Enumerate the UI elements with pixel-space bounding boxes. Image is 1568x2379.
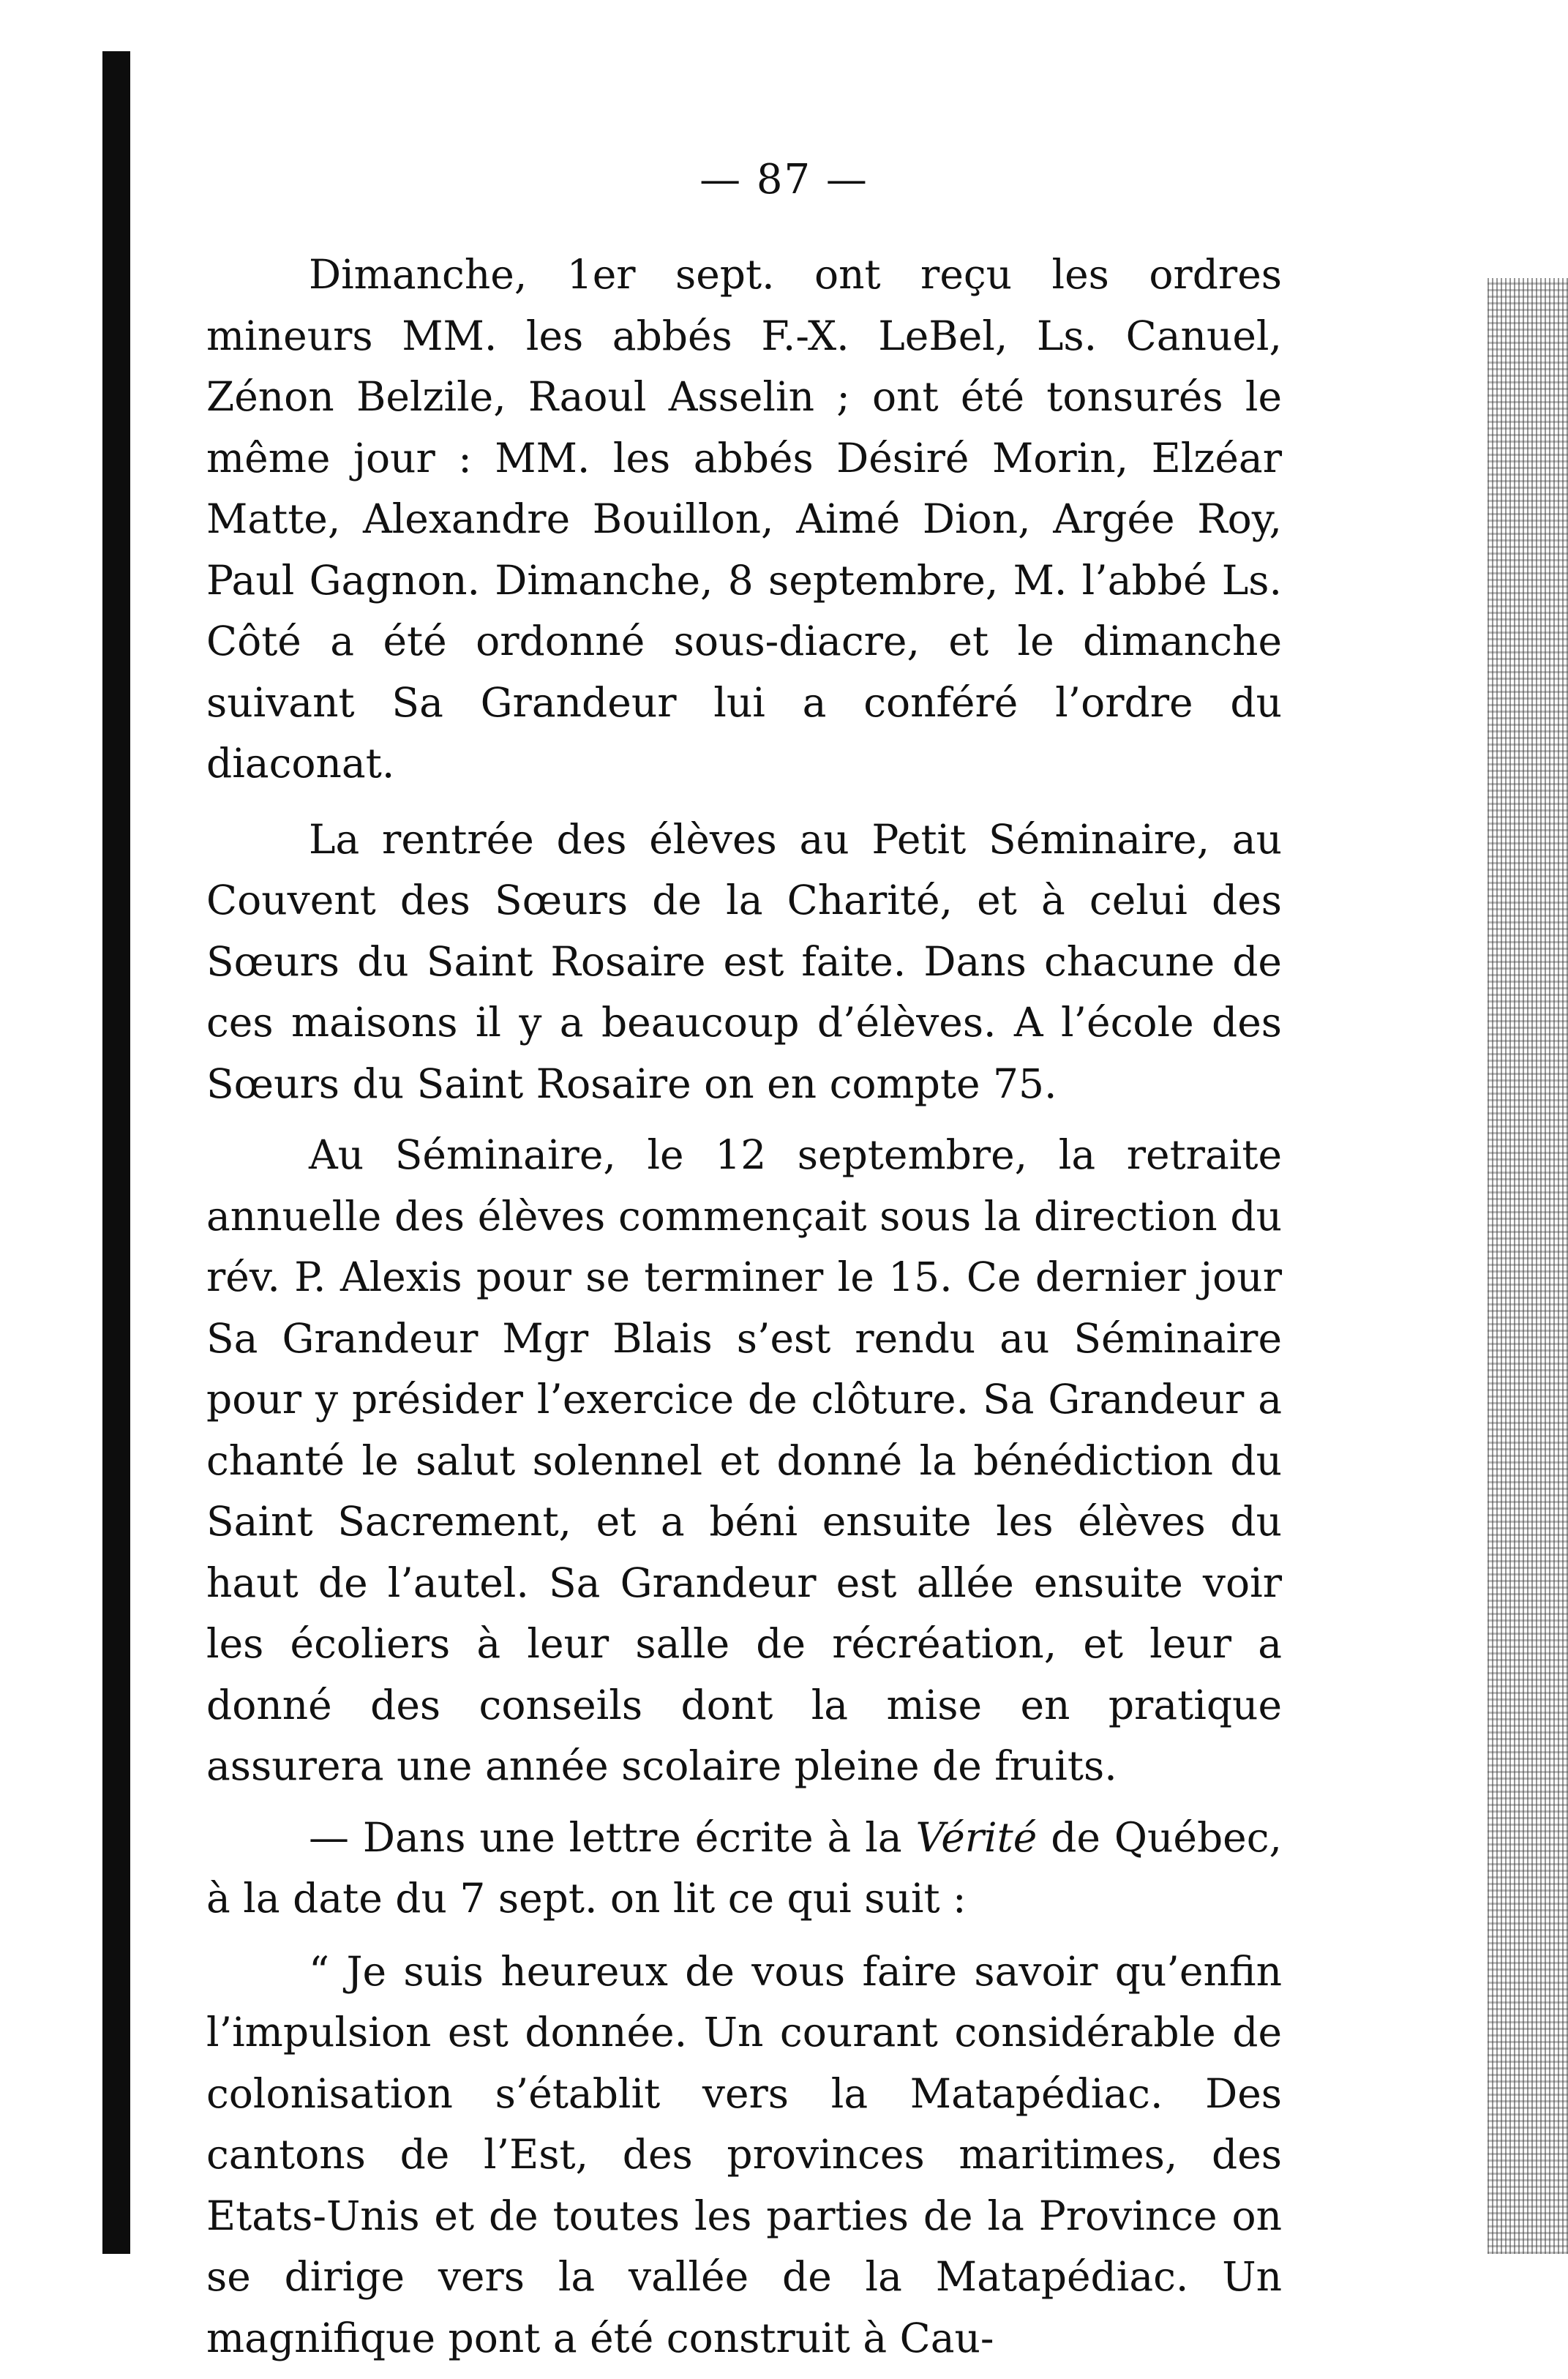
page-body (206, 244, 1282, 2379)
page-edge-shadow (1488, 278, 1568, 2254)
page-binding-shadow (102, 51, 130, 2254)
newspaper-title: Vérité (915, 1813, 1038, 1861)
paragraph-school-return: La rentrée des élèves au Petit Séminaire, au Couvent des Sœurs de la Charité, et à celui des Sœurs du Saint Rosaire est faite. Dans chacune de ces maisons il y a beaucoup d’élèves. A l’école des Sœurs du Saint Rosaire on en compte 75. (206, 815, 1282, 1107)
page-number: — 87 — (699, 156, 869, 203)
paragraph-seminary-retreat: Au Séminaire, le 12 septembre, la retraite annuelle des élèves commençait sous la direction du rév. P. Alexis pour se terminer le 15. Ce dernier jour Sa Grandeur Mgr Blais s’est rendu au Séminaire pour y présider l’exercice de clôture. Sa Grandeur a chanté le salut solennel et donné la bénédiction du Saint Sacrement, et a béni ensuite les élèves du haut de l’autel. Sa Grandeur est allée ensuite voir les écoliers à leur salle de récréation, et leur a donné des conseils dont la mise en pratique assurera une année scolaire pleine de fruits. (206, 1131, 1282, 1789)
paragraph-letter-intro (206, 1807, 1282, 1930)
letter-intro-before: — Dans une lettre écrite à la (309, 1813, 916, 1861)
paragraph-ordinations: Dimanche, 1er sept. ont reçu les ordres mineurs MM. les abbés F.-X. LeBel, Ls. Canuel, Zénon Belzile, Raoul Asselin ; ont été tonsurés le même jour : MM. les abbés Désiré Morin, Elzéar Matte, Alexandre Bouillon, Aimé Dion, Argée Roy, Paul Gagnon. Dimanche, 8 septembre, M. l’abbé Ls. Côté a été ordonné sous-diacre, et le dimanche suivant Sa Grandeur lui a conféré l’ordre du diaconat. (206, 251, 1282, 787)
letter-intro-after: de Québec, à la date du 7 sept. on lit ce qui suit : (206, 1813, 1282, 1922)
paragraph-letter-quote: “ Je suis heureux de vous faire savoir qu’enfin l’impulsion est donnée. Un courant considérable de colonisation s’établit vers la Matapédiac. Des cantons de l’Est, des provinces maritimes, des Etats-Unis et de toutes les parties de la Province on se dirige vers la vallée de la Matapédiac. Un magnifique pont a été construit à Cau- (206, 1947, 1282, 2361)
